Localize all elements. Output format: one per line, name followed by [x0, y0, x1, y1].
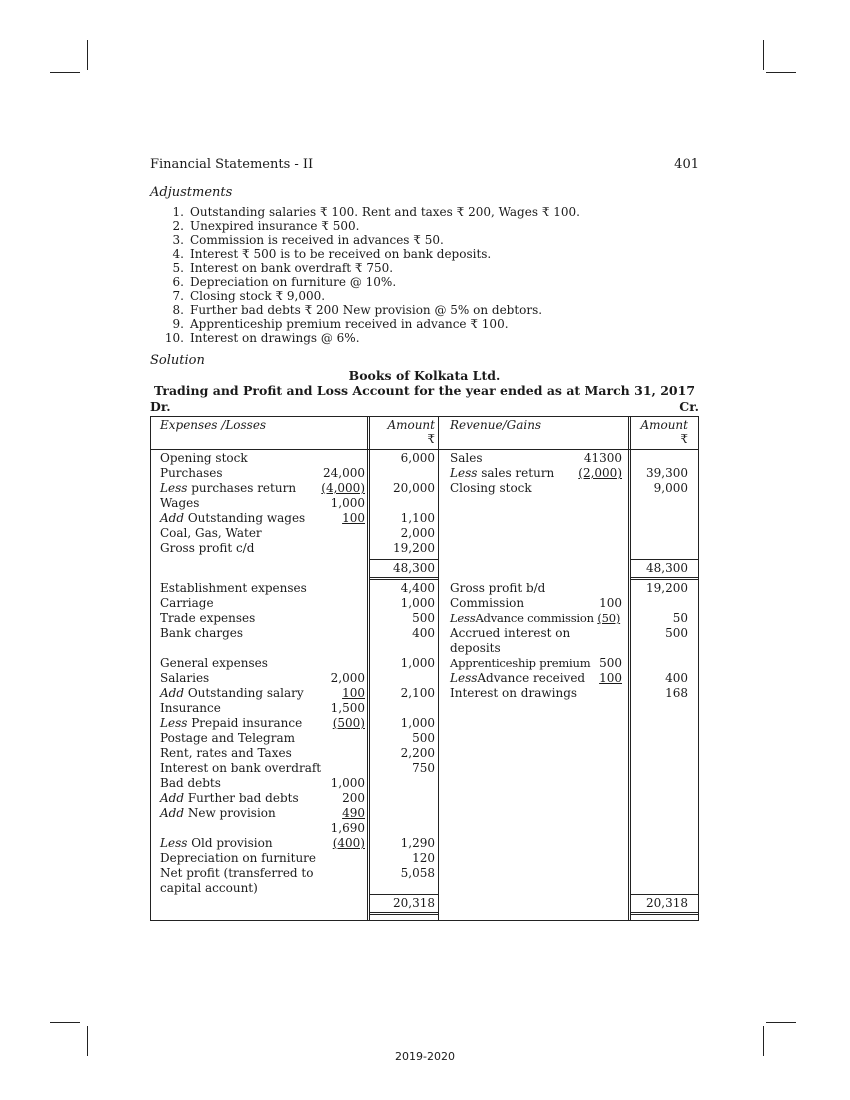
total-rule — [630, 914, 699, 915]
outstanding-salary-label: Add Outstanding salary — [160, 686, 304, 700]
adjustment-item: 10. Interest on drawings @ 6%. — [164, 331, 360, 345]
establishment-label: Establishment expenses — [160, 581, 307, 595]
interest-on-drawings-label: Interest on drawings — [450, 686, 578, 700]
old-provision-subamount: (400) — [332, 836, 365, 850]
postage-amount: 500 — [412, 731, 435, 745]
opening-stock-amount: 6,000 — [400, 451, 435, 465]
column-divider — [369, 416, 370, 921]
outstanding-wages-subamount: 100 — [342, 511, 365, 525]
overdraft-interest-label: Interest on bank overdraft — [160, 761, 322, 775]
coal-gas-water-label: Coal, Gas, Water — [160, 526, 262, 540]
general-expenses-label: General expenses — [160, 656, 268, 670]
gross-profit-bd-label: Gross profit b/d — [450, 581, 546, 595]
sales-label: Sales — [450, 451, 483, 465]
provision-subtotal: 1,690 — [330, 821, 365, 835]
total-rule — [369, 912, 439, 913]
crop-mark — [766, 1022, 796, 1023]
pl-cr-total: 20,318 — [646, 896, 688, 910]
adjustment-item: 9. Apprenticeship premium received in advance ₹ 100. — [172, 317, 509, 331]
total-rule — [630, 912, 699, 913]
insurance-subamount: 1,500 — [330, 701, 365, 715]
depreciation-label: Depreciation on furniture — [160, 851, 317, 865]
opening-stock-label: Opening stock — [160, 451, 248, 465]
sales-subamount: 41300 — [583, 451, 622, 465]
adjustment-item: 2. Unexpired insurance ₹ 500. — [172, 219, 360, 233]
net-purchases-amount: 20,000 — [393, 481, 435, 495]
prepaid-insurance-subamount: (500) — [332, 716, 365, 730]
total-rule — [369, 579, 439, 580]
pl-dr-total: 20,318 — [393, 896, 435, 910]
salary-total-amount: 2,100 — [400, 686, 435, 700]
interest-on-drawings-amount: 168 — [665, 686, 688, 700]
adjustment-item: 8. Further bad debts ₹ 200 New provision @ 5% on debtors. — [172, 303, 543, 317]
wages-subamount: 1,000 — [330, 496, 365, 510]
total-rule — [369, 894, 439, 895]
closing-stock-label: Closing stock — [450, 481, 532, 495]
total-rule — [630, 579, 699, 580]
purchases-return-subamount: (4,000) — [321, 481, 365, 495]
accrued-interest-amount: 500 — [665, 626, 688, 640]
adjustments-heading: Adjustments — [150, 185, 233, 200]
prepaid-insurance-label: Less Prepaid insurance — [160, 716, 303, 730]
table-border — [150, 416, 699, 417]
header-rule — [150, 449, 699, 450]
trading-dr-total: 48,300 — [393, 561, 435, 575]
page-number: 401 — [674, 157, 699, 172]
debit-label: Dr. — [150, 399, 171, 414]
commission-label: Commission — [450, 596, 525, 610]
adjustment-item: 5. Interest on bank overdraft ₹ 750. — [172, 261, 394, 275]
total-rule — [630, 894, 699, 895]
total-rule — [630, 577, 699, 578]
sales-return-subamount: (2,000) — [578, 466, 622, 480]
company-name: Books of Kolkata Ltd. — [348, 368, 501, 383]
adjustment-item: 3. Commission is received in advances ₹ 50. — [172, 233, 444, 247]
wages-total-amount: 1,100 — [400, 511, 435, 525]
commission-net-amount: 50 — [672, 611, 688, 625]
column-divider — [367, 416, 368, 921]
advance-commission-label: LessAdvance commission (50) — [450, 611, 621, 625]
total-rule — [369, 914, 439, 915]
salaries-subamount: 2,000 — [330, 671, 365, 685]
insurance-label: Insurance — [160, 701, 221, 715]
postage-label: Postage and Telegram — [160, 731, 295, 745]
new-provision-label: Add New provision — [160, 806, 276, 820]
advance-received-label: LessAdvance received — [450, 671, 586, 685]
dr-amount-header: Amount — [387, 418, 435, 432]
table-border — [698, 416, 699, 921]
insurance-total-amount: 1,000 — [400, 716, 435, 730]
table-border — [150, 920, 699, 921]
depreciation-amount: 120 — [412, 851, 435, 865]
overdraft-interest-amount: 750 — [412, 761, 435, 775]
cr-amount-header: Amount — [640, 418, 688, 432]
bank-charges-amount: 400 — [412, 626, 435, 640]
purchases-return-label: Less purchases return — [160, 481, 297, 495]
closing-stock-amount: 9,000 — [653, 481, 688, 495]
total-rule — [630, 559, 699, 560]
old-provision-label: Less Old provision — [160, 836, 273, 850]
running-header-title: Financial Statements - II — [150, 157, 314, 172]
bad-debts-total-amount: 1,290 — [400, 836, 435, 850]
purchases-subamount: 24,000 — [323, 466, 365, 480]
trade-expenses-amount: 500 — [412, 611, 435, 625]
crop-mark — [50, 1022, 80, 1023]
credit-label: Cr. — [679, 399, 699, 414]
wages-label: Wages — [160, 496, 200, 510]
gross-profit-cd-label: Gross profit c/d — [160, 541, 255, 555]
column-divider — [628, 416, 629, 921]
bad-debts-subamount: 1,000 — [330, 776, 365, 790]
gross-profit-cd-amount: 19,200 — [393, 541, 435, 555]
rent-label: Rent, rates and Taxes — [160, 746, 292, 760]
dr-currency-header: ₹ — [427, 432, 435, 446]
net-profit-label-cont: capital account) — [160, 881, 258, 895]
net-profit-label: Net profit (transferred to — [160, 866, 314, 880]
apprenticeship-premium-label: Apprenticeship premium — [450, 656, 591, 670]
outstanding-wages-label: Add Outstanding wages — [160, 511, 306, 525]
further-bad-debts-label: Add Further bad debts — [160, 791, 299, 805]
total-rule — [369, 559, 439, 560]
cr-currency-header: ₹ — [680, 432, 688, 446]
footer-year: 2019-2020 — [395, 1050, 455, 1063]
adjustments-list — [150, 205, 580, 345]
accrued-interest-label: Accrued interest on — [450, 626, 571, 640]
outstanding-salary-subamount: 100 — [342, 686, 365, 700]
salaries-label: Salaries — [160, 671, 210, 685]
crop-mark — [87, 40, 88, 70]
general-expenses-amount: 1,000 — [400, 656, 435, 670]
adjustment-item: 6. Depreciation on furniture @ 10%. — [172, 275, 397, 289]
apprenticeship-premium-subamount: 500 — [599, 656, 622, 670]
adjustment-item: 7. Closing stock ₹ 9,000. — [172, 289, 326, 303]
trading-pl-account-table — [150, 416, 699, 921]
net-sales-amount: 39,300 — [646, 466, 688, 480]
further-bad-debts-subamount: 200 — [342, 791, 365, 805]
bad-debts-label: Bad debts — [160, 776, 221, 790]
advance-received-subamount: 100 — [599, 671, 622, 685]
carriage-amount: 1,000 — [400, 596, 435, 610]
gross-profit-bd-amount: 19,200 — [646, 581, 688, 595]
new-provision-subamount: 490 — [342, 806, 365, 820]
rent-amount: 2,200 — [400, 746, 435, 760]
total-rule — [369, 577, 439, 578]
crop-mark — [763, 40, 764, 70]
adjustment-item: 1. Outstanding salaries ₹ 100. Rent and taxes ₹ 200, Wages ₹ 100. — [172, 205, 580, 219]
bank-charges-label: Bank charges — [160, 626, 244, 640]
net-profit-amount: 5,058 — [400, 866, 435, 880]
carriage-label: Carriage — [160, 596, 214, 610]
sales-return-label: Less sales return — [450, 466, 555, 480]
commission-subamount: 100 — [599, 596, 622, 610]
trading-cr-total: 48,300 — [646, 561, 688, 575]
accrued-interest-label-cont: deposits — [450, 641, 501, 655]
column-divider — [438, 416, 439, 921]
trade-expenses-label: Trade expenses — [160, 611, 256, 625]
crop-mark — [50, 72, 80, 73]
coal-gas-water-amount: 2,000 — [400, 526, 435, 540]
statement-title: Trading and Profit and Loss Account for the year ended as at March 31, 2017 — [153, 383, 696, 398]
table-border — [150, 416, 151, 921]
column-divider — [630, 416, 631, 921]
crop-mark — [766, 72, 796, 73]
purchases-label: Purchases — [160, 466, 223, 480]
solution-label: Solution — [150, 353, 205, 368]
cr-particulars-header: Revenue/Gains — [450, 418, 542, 432]
establishment-amount: 4,400 — [400, 581, 435, 595]
adjustment-item: 4. Interest ₹ 500 is to be received on bank deposits. — [172, 247, 492, 261]
premium-net-amount: 400 — [665, 671, 688, 685]
dr-particulars-header: Expenses /Losses — [160, 418, 267, 432]
